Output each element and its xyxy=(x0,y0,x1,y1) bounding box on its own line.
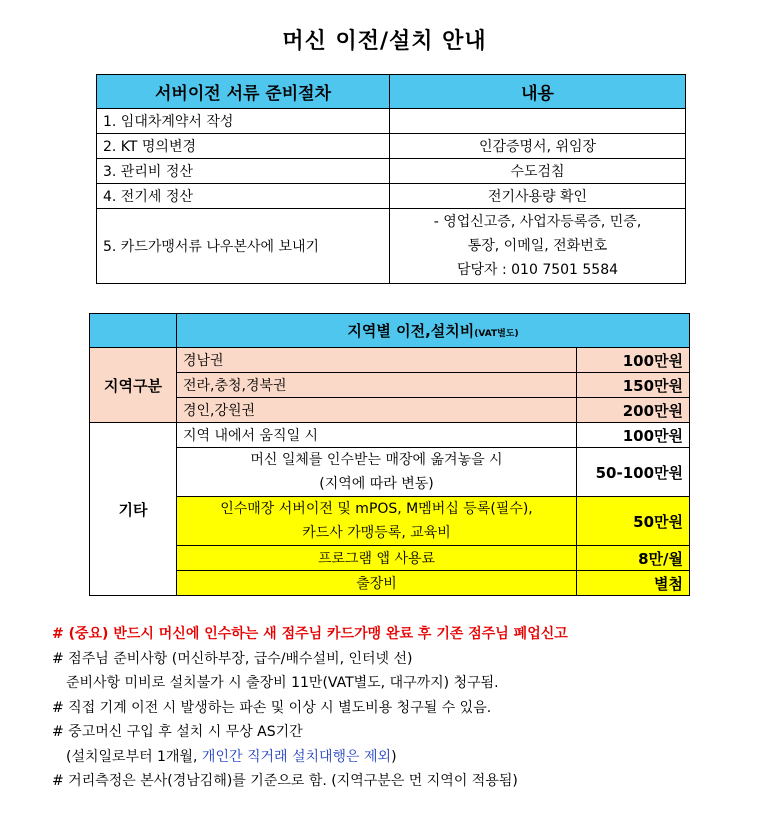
table-row xyxy=(90,448,690,497)
notes-section xyxy=(52,622,752,794)
document-prep-table xyxy=(96,74,686,284)
step-label: 2. KT 명의변경 xyxy=(97,134,390,159)
step-content xyxy=(390,109,686,134)
table-row xyxy=(97,134,686,159)
header-blank xyxy=(90,314,177,348)
desc-line: 인수매장 서버이전 및 mPOS, M멤버십 등록(필수), xyxy=(220,501,533,517)
important-note: # (중요) 반드시 머신에 인수하는 새 점주님 카드가맹 완료 후 기존 점주님 폐업신고 xyxy=(52,626,568,642)
region-label: 지역구분 xyxy=(90,348,177,423)
note-text: (설치일로부터 1개월, xyxy=(66,748,202,765)
other-price: 별첨 xyxy=(577,571,690,596)
region-price: 100만원 xyxy=(577,348,690,373)
region-name: 경인,강원권 xyxy=(177,398,577,423)
step-label: 3. 관리비 정산 xyxy=(97,159,390,184)
table-row xyxy=(97,109,686,134)
other-label: 기타 xyxy=(90,423,177,596)
content-line: 담당자 : 010 7501 5584 xyxy=(456,262,619,278)
content-line: - 영업신고증, 사업자등록증, 민증, xyxy=(433,214,642,230)
step-label: 5. 카드가맹서류 나우본사에 보내기 xyxy=(97,209,390,284)
table-row xyxy=(90,373,690,398)
other-price: 50만원 xyxy=(577,497,690,546)
table-row xyxy=(90,571,690,596)
install-cost-table xyxy=(89,313,690,596)
header-text: 지역별 이전,설치비 xyxy=(347,322,475,340)
other-desc xyxy=(177,448,577,497)
desc-line: (지역에 따라 변동) xyxy=(319,476,434,492)
content-line: 통장, 이메일, 전화번호 xyxy=(467,238,608,254)
table-row xyxy=(97,209,686,284)
desc-line: 머신 일체를 인수받는 매장에 옮겨놓을 시 xyxy=(250,452,503,468)
step-label: 1. 임대차계약서 작성 xyxy=(97,109,390,134)
other-desc: 지역 내에서 움직일 시 xyxy=(177,423,577,448)
header-title xyxy=(177,314,690,348)
other-price: 100만원 xyxy=(577,423,690,448)
step-content: 수도검침 xyxy=(390,159,686,184)
note-line: # 중고머신 구입 후 설치 시 무상 AS기간 xyxy=(52,724,303,740)
other-price: 8만/월 xyxy=(577,546,690,571)
header-procedure: 서버이전 서류 준비절차 xyxy=(97,75,390,109)
note-line xyxy=(52,745,752,770)
page-title: 머신 이전/설치 안내 xyxy=(282,29,487,54)
table-row xyxy=(90,398,690,423)
note-line: 준비사항 미비로 설치불가 시 출장비 11만(VAT별도, 대구까지) 청구됨. xyxy=(66,675,499,691)
region-price: 200만원 xyxy=(577,398,690,423)
step-content xyxy=(390,209,686,284)
other-desc xyxy=(177,497,577,546)
note-line: # 점주님 준비사항 (머신하부장, 급수/배수설비, 인터넷 선) xyxy=(52,650,413,667)
step-label: 4. 전기세 정산 xyxy=(97,184,390,209)
table-row xyxy=(90,497,690,546)
step-content: 전기사용량 확인 xyxy=(390,184,686,209)
table-row xyxy=(90,348,690,373)
other-price: 50-100만원 xyxy=(577,448,690,497)
note-text: ) xyxy=(391,748,397,765)
region-price: 150만원 xyxy=(577,373,690,398)
step-content: 인감증명서, 위임장 xyxy=(390,134,686,159)
table-row xyxy=(97,159,686,184)
note-highlight: 개인간 직거래 설치대행은 제외 xyxy=(201,748,392,765)
table-row xyxy=(90,423,690,448)
region-name: 경남권 xyxy=(177,348,577,373)
header-vat-note: (VAT별도) xyxy=(474,329,519,339)
region-name: 전라,충청,경북권 xyxy=(177,373,577,398)
note-line: # 거리측정은 본사(경남김해)를 기준으로 함. (지역구분은 먼 지역이 적용됨) xyxy=(52,773,518,789)
table-row xyxy=(97,184,686,209)
other-desc: 프로그램 앱 사용료 xyxy=(177,546,577,571)
note-line: # 직접 기계 이전 시 발생하는 파손 및 이상 시 별도비용 청구될 수 있음. xyxy=(52,699,492,716)
other-desc: 출장비 xyxy=(177,571,577,596)
table-row xyxy=(90,546,690,571)
header-content: 내용 xyxy=(390,75,686,109)
desc-line: 카드사 가맹등록, 교육비 xyxy=(302,525,451,541)
